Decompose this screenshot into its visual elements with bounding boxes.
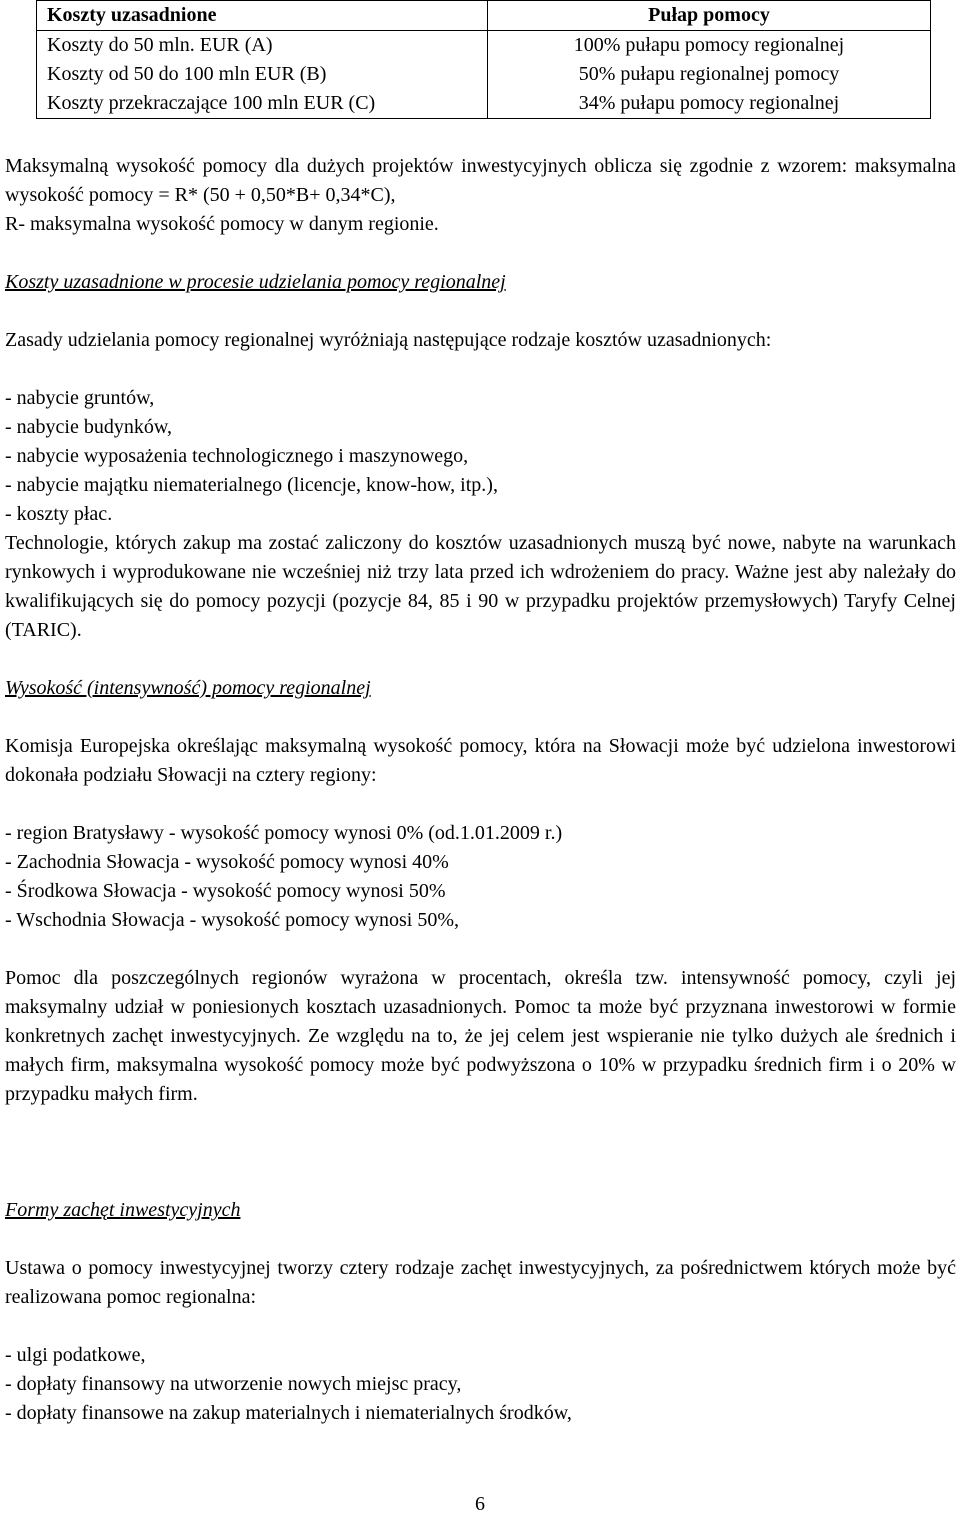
table-cell-cost: Koszty od 50 do 100 mln EUR (B) [37,60,488,89]
list-item: - Wschodnia Słowacja - wysokość pomocy wynosi 50%, [5,909,460,931]
table-cell-ceiling: 34% pułapu pomocy regionalnej [488,89,931,119]
table-header-row [37,1,931,31]
formula-r-definition: R- maksymalna wysokość pomocy w danym regionie. [5,213,439,235]
list-item: - nabycie budynków, [5,416,172,438]
incentives-list [5,1341,956,1428]
aid-ceiling-table [36,0,931,119]
regions-list [5,819,956,935]
list-item: - Środkowa Słowacja - wysokość pomocy wynosi 50% [5,880,446,902]
list-item: - nabycie gruntów, [5,387,155,409]
section-heading-aid-intensity: Wysokość (intensywność) pomocy regionalnej [5,677,371,699]
list-item: - ulgi podatkowe, [5,1344,146,1366]
list-item: - nabycie wyposażenia technologicznego i maszynowego, [5,445,469,467]
intensity-paragraph: Pomoc dla poszczególnych regionów wyrażona w procentach, określa tzw. intensywność pomocy, czyli jej maksymalny udział w poniesionych kosztach uzasadnionych. Pomoc ta może być przyznana inwestorowi w formie konkretnych zachęt inwestycyjnych. Ze względu na to, że jej celem jest wspieranie nie tylko dużych ale średnich i małych firm, maksymalna wysokość pomocy może być podwyższona o 10% w przypadku średnich firm i o 20% w przypadku małych firm. [5,967,956,1105]
table-cell-cost: Koszty przekraczające 100 mln EUR (C) [37,89,488,119]
eligible-costs-list [5,384,956,529]
table-row [37,31,931,61]
list-item: - dopłaty finansowy na utworzenie nowych miejsc pracy, [5,1373,462,1395]
eligible-costs-intro: Zasady udzielania pomocy regionalnej wyróżniają następujące rodzaje kosztów uzasadnionych: [5,329,772,351]
list-item: - region Bratysławy - wysokość pomocy wynosi 0% (od.1.01.2009 r.) [5,822,563,844]
section-heading-eligible-costs: Koszty uzasadnione w procesie udzielania pomocy regionalnej [5,271,506,293]
section-heading-investment-incentives: Formy zachęt inwestycyjnych [5,1199,241,1221]
table-row [37,60,931,89]
list-item: - koszty płac. [5,503,113,525]
table-cell-cost: Koszty do 50 mln. EUR (A) [37,31,488,61]
formula-paragraph: Maksymalną wysokość pomocy dla dużych projektów inwestycyjnych oblicza się zgodnie z wzorem: maksymalna wysokość pomocy = R* (50 + 0,50*B+ 0,34*C), [5,155,956,206]
list-item: - dopłaty finansowe na zakup materialnych i niematerialnych środków, [5,1402,572,1424]
table-cell-ceiling: 100% pułapu pomocy regionalnej [488,31,931,61]
table-cell-ceiling: 50% pułapu regionalnej pomocy [488,60,931,89]
table-row [37,89,931,119]
list-item: - Zachodnia Słowacja - wysokość pomocy wynosi 40% [5,851,449,873]
incentives-intro: Ustawa o pomocy inwestycyjnej tworzy cztery rodzaje zachęt inwestycyjnych, za pośrednictwem których może być realizowana pomoc regionalna: [5,1257,956,1308]
list-item: - nabycie majątku niematerialnego (licencje, know-how, itp.), [5,474,498,496]
column-header-costs: Koszty uzasadnione [37,1,488,31]
technology-paragraph: Technologie, których zakup ma zostać zaliczony do kosztów uzasadnionych muszą być nowe, nabyte na warunkach rynkowych i wyprodukowane nie wcześniej niż trzy lata przed ich wdrożeniem do pracy. Ważne jest aby należały do kwalifikujących się do pomocy pozycji (pozycje 84, 85 i 90 w przypadku projektów przemysłowych) Taryfy Celnej (TARIC). [5,532,956,641]
column-header-ceiling: Pułap pomocy [488,1,931,31]
aid-intensity-intro: Komisja Europejska określając maksymalną wysokość pomocy, która na Słowacji może być udzielona inwestorowi dokonała podziału Słowacji na cztery regiony: [5,735,956,786]
page-number: 6 [475,1493,485,1515]
